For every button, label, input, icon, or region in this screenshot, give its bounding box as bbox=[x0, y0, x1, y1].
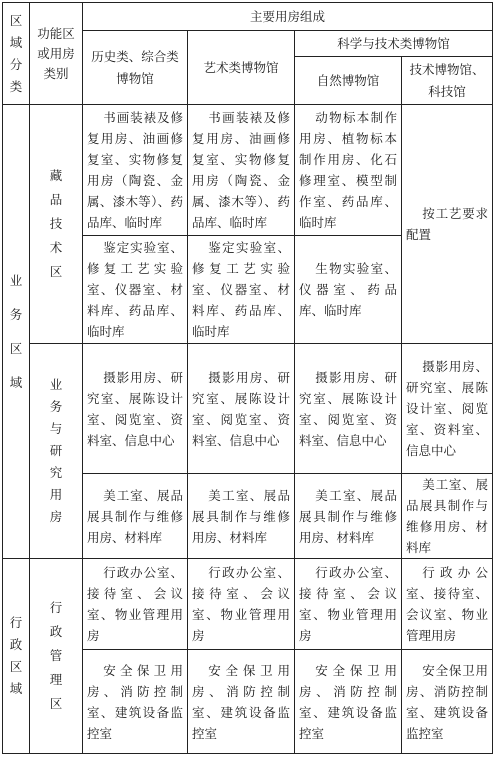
cell-research-1-nature: 摄影用房、研究室、展陈设计室、阅览室、资料室、信息中心 bbox=[295, 344, 402, 474]
cell-admin-2-history: 安全保卫用房、消防控制室、建筑设备监控室 bbox=[83, 650, 188, 754]
cell-admin-1-art: 行政办公室、接待室、会议室、物业管理用房 bbox=[188, 559, 295, 650]
cell-admin-2-nature: 安全保卫用房、消防控制室、建筑设备监控室 bbox=[295, 650, 402, 754]
cell-research-2-nature: 美工室、展品展具制作与维修用房、材料库 bbox=[295, 474, 402, 559]
header-tech: 技术博物馆、科技馆 bbox=[402, 57, 493, 105]
header-functional: 功能区或用房类别 bbox=[30, 3, 83, 105]
header-science: 科学与技术类博物馆 bbox=[295, 31, 493, 57]
table-row bbox=[3, 559, 493, 650]
function-collection: 藏品技术区 bbox=[30, 105, 83, 344]
cell-collection-1-art: 书画装裱及修复用房、油画修复室、实物修复用房（陶瓷、金属、漆木等）、药品库、临时库 bbox=[188, 105, 295, 236]
cell-admin-1-tech: 行政办公室、接待室、会议室、物业管理用房 bbox=[402, 559, 493, 650]
header-region: 区域分类 bbox=[3, 3, 30, 105]
cell-research-1-tech: 摄影用房、研究室、展陈设计室、阅览室、资料室、信息中心 bbox=[402, 344, 493, 474]
region-business: 业务区域 bbox=[3, 105, 30, 559]
museum-room-composition-table bbox=[2, 2, 493, 754]
cell-research-1-history: 摄影用房、研究室、展陈设计室、阅览室、资料室、信息中心 bbox=[83, 344, 188, 474]
function-management: 行政管理区 bbox=[30, 559, 83, 754]
cell-collection-2-nature: 生物实验室、仪器室、药品库、临时库 bbox=[295, 236, 402, 344]
cell-admin-1-history: 行政办公室、接待室、会议室、物业管理用房 bbox=[83, 559, 188, 650]
cell-collection-tech: 按工艺要求配置 bbox=[402, 105, 493, 344]
header-main-composition: 主要用房组成 bbox=[83, 3, 493, 31]
cell-research-2-tech: 美工室、展品展具制作与维修用房、材料库 bbox=[402, 474, 493, 559]
header-art: 艺术类博物馆 bbox=[188, 31, 295, 105]
table-row bbox=[3, 105, 493, 236]
cell-admin-1-nature: 行政办公室、接待室、会议室、物业管理用房 bbox=[295, 559, 402, 650]
cell-collection-1-nature: 动物标本制作用房、植物标本制作用房、化石修理室、模型制作室、药品库、临时库 bbox=[295, 105, 402, 236]
cell-research-2-history: 美工室、展品展具制作与维修用房、材料库 bbox=[83, 474, 188, 559]
cell-research-1-art: 摄影用房、研究室、展陈设计室、阅览室、资料室、信息中心 bbox=[188, 344, 295, 474]
header-row-1 bbox=[3, 3, 493, 31]
cell-collection-2-history: 鉴定实验室、修复工艺实验室、仪器室、材料库、药品库、临时库 bbox=[83, 236, 188, 344]
region-admin: 行政区域 bbox=[3, 559, 30, 754]
header-history: 历史类、综合类博物馆 bbox=[83, 31, 188, 105]
museum-room-table-wrapper bbox=[2, 2, 493, 754]
cell-collection-1-history: 书画装裱及修复用房、油画修复室、实物修复用房（陶瓷、金属、漆木等）、药品库、临时库 bbox=[83, 105, 188, 236]
header-nature: 自然博物馆 bbox=[295, 57, 402, 105]
function-research: 业务与研究用房 bbox=[30, 344, 83, 559]
table-row bbox=[3, 344, 493, 474]
cell-collection-2-art: 鉴定实验室、修复工艺实验室、仪器室、材料库、药品库、临时库 bbox=[188, 236, 295, 344]
cell-admin-2-tech: 安全保卫用房、消防控制室、建筑设备监控室 bbox=[402, 650, 493, 754]
cell-admin-2-art: 安全保卫用房、消防控制室、建筑设备监控室 bbox=[188, 650, 295, 754]
cell-research-2-art: 美工室、展品展具制作与维修用房、材料库 bbox=[188, 474, 295, 559]
